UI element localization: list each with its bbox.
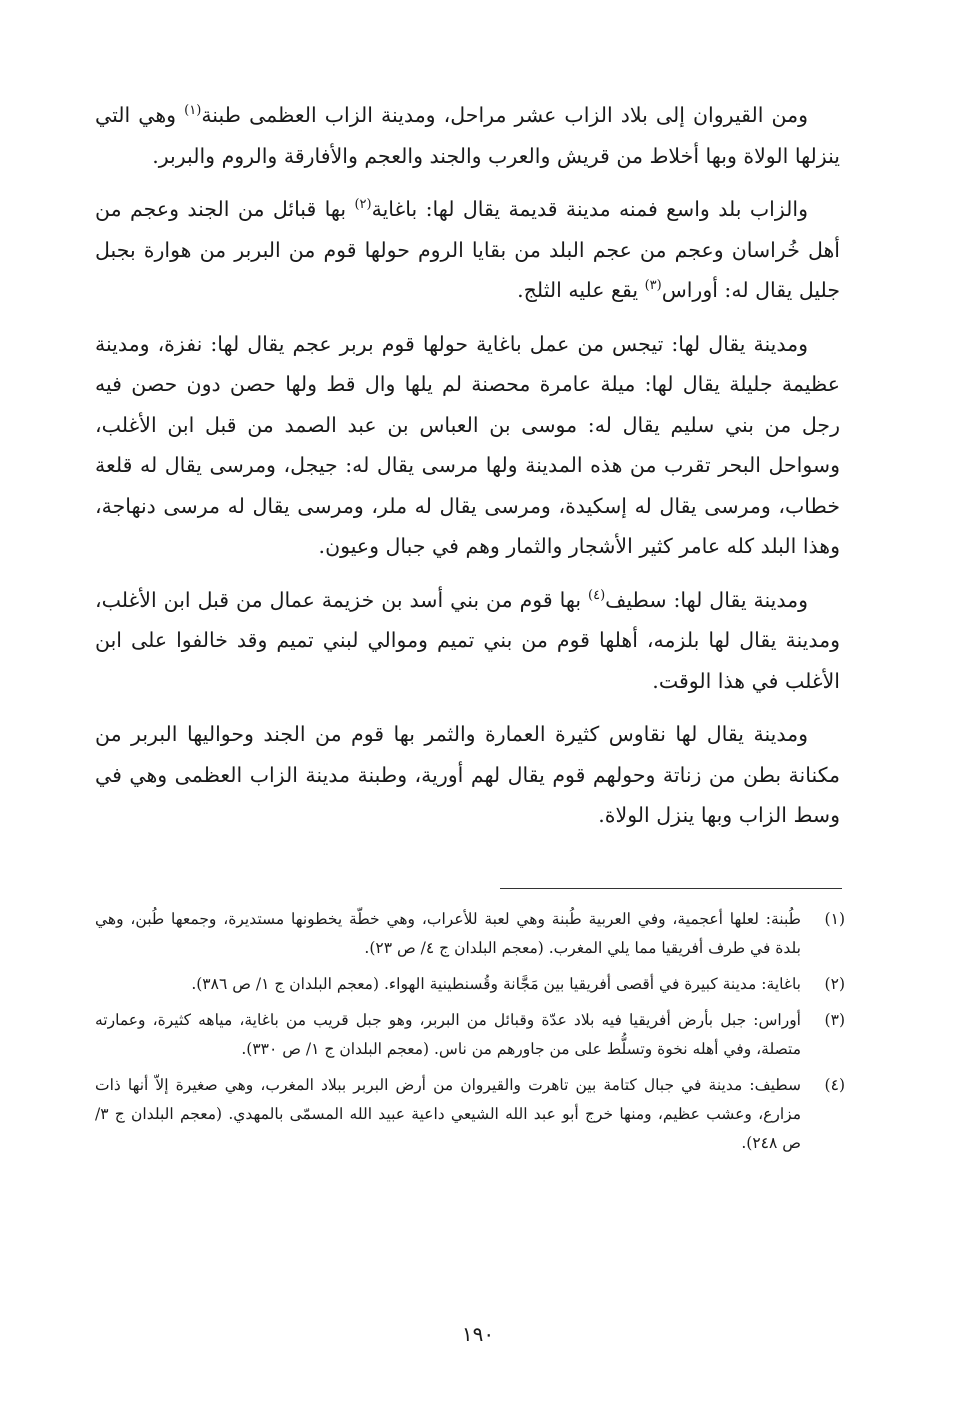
footnotes — [95, 905, 845, 1165]
footnote-text: أوراس: جبل بأرض أفريقيا فيه بلاد عدّة وقبائل من البربر، وهو جبل قريب من باغاية، مياهه كثيرة، وعمارته متصلة، وفي أهله نخوة وتسلُّط على من جاورهم من ناس. (معجم البلدان ج ١/ ص ٣٣٠). — [95, 1011, 801, 1058]
footnote-item — [95, 1006, 845, 1064]
footnote-number: (٤) — [824, 1076, 845, 1094]
footnote-item — [95, 1071, 845, 1158]
paragraph-2 — [95, 189, 840, 311]
paragraph-text: وهي التي ينزلها الولاة وبها أخلاط من قريش والعرب والجند والعجم والأفارقة والروم والبربر. — [95, 103, 840, 168]
paragraph-1 — [95, 95, 840, 176]
footnote-text: طُبنة: لعلها أعجمية، وفي العربية طُبنة وهي لعبة للأعراب، وهي خطّة يخطونها مستديرة، وجمعها طُبن، وهي بلدة في طرف أفريقيا مما يلي المغرب. (معجم البلدان ج ٤/ ص ٢٣). — [95, 910, 801, 957]
footnote-ref-1[interactable]: (١) — [184, 103, 202, 119]
footnote-text: باغاية: مدينة كبيرة في أقصى أفريقيا بين مَجَّانة وقُسنطينية الهواء. (معجم البلدان ج ١/ ص ٣٨٦). — [191, 975, 801, 993]
footnote-text: سطيف: مدينة في جبال كتامة بين تاهرت والقيروان من أرض البربر ببلاد المغرب، وهي صغيرة إلاّ أنها ذات مزارع، وعشب عظيم، ومنها خرج أبو عبد الله الشيعي داعية عبيد الله المسمّى بالمهدي. (معجم البلدان ج ٣/ ص ٢٤٨). — [95, 1076, 801, 1152]
paragraph-3 — [95, 324, 840, 567]
main-text — [95, 95, 840, 849]
paragraph-text: يقع عليه الثلج. — [517, 278, 645, 302]
paragraph-text: ومدينة يقال لها نقاوس كثيرة العمارة والثمر بها قوم من الجند وحواليها البربر من مكنانة بطن من زناتة وحولهم قوم يقال لهم أورية، وطبنة مدينة الزاب العظمى وهي في وسط الزاب وبها ينزل الولاة. — [95, 722, 840, 827]
paragraph-4 — [95, 580, 840, 702]
paragraph-text: ومن القيروان إلى بلاد الزاب عشر مراحل، ومدينة الزاب العظمى طبنة — [201, 103, 809, 127]
paragraph-5 — [95, 714, 840, 836]
page-number: ١٩٠ — [461, 1322, 495, 1346]
footnote-item — [95, 970, 845, 999]
footnote-ref-4[interactable]: (٤) — [588, 587, 606, 603]
footnote-number: (١) — [824, 910, 845, 928]
footnote-ref-2[interactable]: (٢) — [354, 197, 372, 213]
paragraph-text: ومدينة يقال لها: سطيف — [605, 587, 809, 612]
footnote-number: (٢) — [824, 975, 845, 993]
footnote-number: (٣) — [824, 1011, 845, 1029]
paragraph-text: بها قوم من بني أسد بن خزيمة عمال من قبل ابن الأغلب، ومدينة يقال لها بلزمه، أهلها قوم من بني تميم وموالي لبني تميم وقد خالفوا على ابن الأغلب في هذا الوقت. — [95, 587, 840, 693]
paragraph-text: بها قبائل من الجند وعجم من أهل خُراسان وعجم من عجم البلد من بقايا الروم حولها قوم من البربر من هوارة بجبل جليل يقال له: أوراس — [95, 197, 840, 302]
footnote-ref-3[interactable]: (٣) — [644, 278, 662, 294]
paragraph-text: ومدينة يقال لها: تيجس من عمل باغاية حولها قوم بربر عجم يقال لها: نفزة، ومدينة عظيمة جليلة يقال لها: ميلة عامرة محصنة لم يلها وال قط ولها حصن دون حصن فيه رجل من بني سليم يقال له: موسى بن العباس بن عبد الصمد من قبل ابن الأغلب، وسواحل البحر تقرب من هذه المدينة ولها مرسى يقال له: جيجل، ومرسى يقال له قلعة خطاب، ومرسى يقال له إسكيدة، ومرسى يقال له ملر، ومرسى يقال له مرسى دنهاجة، وهذا البلد كله عامر كثير الأشجار والثمار وهم في جبال وعيون. — [95, 331, 840, 558]
footnote-item — [95, 905, 845, 963]
footnote-divider — [500, 888, 842, 889]
paragraph-text: والزاب بلد واسع فمنه مدينة قديمة يقال لها: باغاية — [371, 197, 808, 221]
